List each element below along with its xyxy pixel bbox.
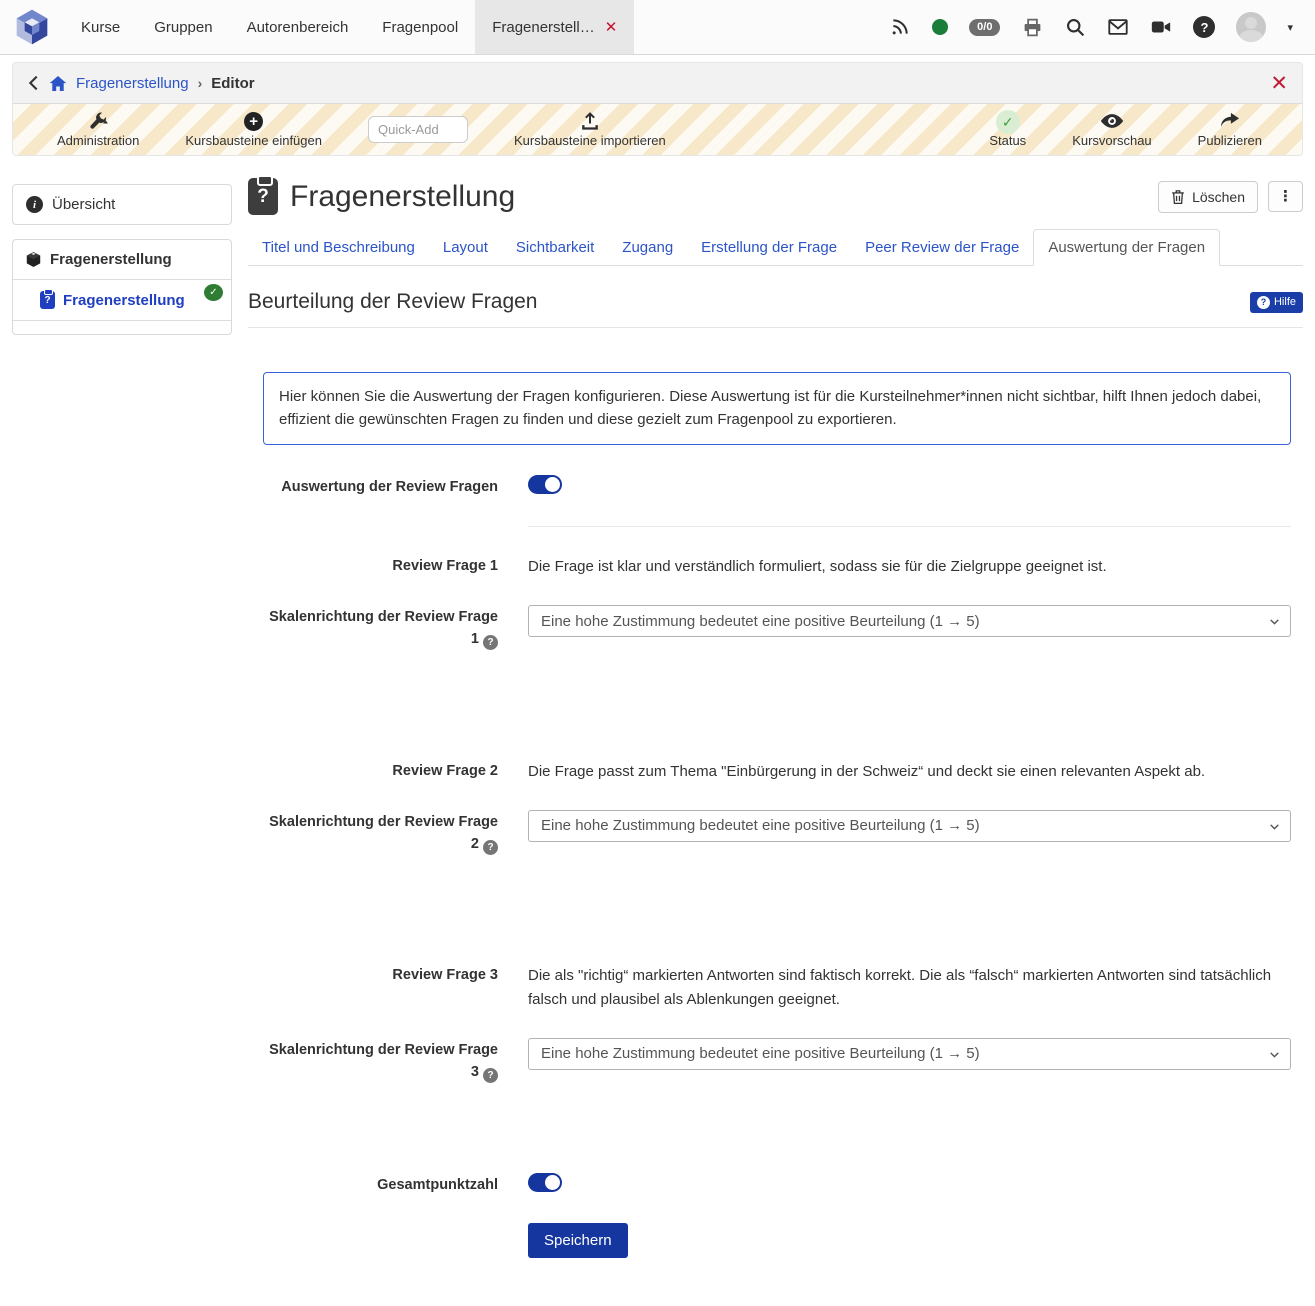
administration-label: Administration: [57, 132, 140, 148]
import-course-element-label: Kursbausteine importieren: [513, 132, 666, 148]
tab-sichtbarkeit[interactable]: Sichtbarkeit: [515, 239, 595, 256]
divider: [528, 526, 1291, 527]
editor-toolbar: [12, 104, 1303, 156]
scale-direction-2-label: Skalenrichtung der Review Frage 2 ?: [269, 813, 498, 853]
help-badge[interactable]: [1250, 292, 1303, 313]
delete-button-label: Löschen: [1192, 188, 1245, 205]
chevron-down-icon: [1268, 615, 1281, 628]
scale-help-icon[interactable]: ?: [483, 840, 498, 855]
nav-item-autorenbereich[interactable]: Autorenbereich: [246, 18, 349, 36]
nav-item-gruppen[interactable]: Gruppen: [154, 18, 213, 36]
help-badge-label: Hilfe: [1273, 296, 1296, 308]
scale-direction-2-select[interactable]: [528, 810, 1291, 842]
section-title: Beurteilung der Review Fragen: [248, 290, 538, 313]
course-preview-button[interactable]: [1072, 111, 1151, 148]
more-actions-button[interactable]: ⋮: [1268, 181, 1303, 212]
home-icon[interactable]: [49, 75, 67, 92]
course-element-icon: ?: [248, 178, 278, 215]
trash-icon: [1171, 189, 1185, 205]
insert-course-element-button[interactable]: [185, 111, 322, 148]
cube-logo-icon: [12, 5, 52, 49]
course-preview-label: Kursvorschau: [1072, 132, 1152, 148]
sidebar-item-overview[interactable]: [13, 185, 231, 224]
published-check-badge: ✓: [203, 283, 224, 302]
rss-icon[interactable]: [889, 16, 911, 38]
breadcrumb-separator: ›: [197, 75, 203, 91]
scale-help-icon[interactable]: ?: [483, 1068, 498, 1083]
save-button[interactable]: Speichern: [528, 1223, 628, 1258]
status-label: Status: [989, 133, 1027, 149]
tab-auswertung-der-fragen[interactable]: Auswertung der Fragen: [1033, 229, 1220, 266]
print-icon[interactable]: [1021, 16, 1043, 38]
user-avatar[interactable]: [1236, 12, 1266, 42]
mail-icon[interactable]: [1107, 16, 1129, 38]
back-chevron-icon[interactable]: [27, 75, 40, 91]
online-status-icon: [932, 19, 948, 35]
overview-label: Übersicht: [52, 196, 116, 213]
review-question-3-text: Die als "richtig“ markierten Antworten sind faktisch korrekt. Die als “falsch“ markierten Antworten sind tatsächlich falsch und plausibel als Ablenkungen geeignet.: [528, 967, 1272, 1008]
scale-direction-3-select[interactable]: [528, 1038, 1291, 1070]
chat-counter-badge[interactable]: 0/0: [969, 19, 1000, 36]
tree-child-label: Fragenerstellung: [63, 291, 185, 309]
editor-main: [248, 178, 1303, 1306]
import-course-element-button[interactable]: [514, 111, 666, 148]
tab-titel-und-beschreibung[interactable]: Titel und Beschreibung: [262, 239, 415, 256]
nav-item-fragenpool[interactable]: Fragenpool: [382, 18, 459, 36]
top-navbar: [0, 0, 1315, 55]
review-question-1-label: Review Frage 1: [392, 557, 498, 574]
review-question-2-label: Review Frage 2: [392, 762, 498, 779]
app-logo[interactable]: [0, 0, 64, 54]
upload-icon: [580, 111, 600, 132]
publish-arrow-icon: [1219, 111, 1241, 132]
info-icon: i: [26, 196, 43, 213]
nav-tab-label: Fragenerstell…: [492, 18, 595, 36]
tree-footer: [13, 321, 231, 334]
total-points-toggle[interactable]: [528, 1173, 562, 1192]
status-check-icon: ✓: [996, 110, 1020, 134]
wrench-icon: [87, 111, 109, 132]
scale-direction-2-value: Eine hohe Zustimmung bedeutet eine positive Beurteilung (1 → 5): [541, 817, 980, 835]
tree-root-fragenerstellung[interactable]: [13, 240, 231, 280]
nav-tab-fragenerstellung[interactable]: [475, 0, 634, 54]
tab-erstellung-der-frage[interactable]: Erstellung der Frage: [701, 239, 838, 256]
scale-direction-1-value: Eine hohe Zustimmung bedeutet eine positive Beurteilung (1 → 5): [541, 612, 980, 630]
delete-button[interactable]: [1158, 181, 1258, 213]
page-title: Fragenerstellung: [290, 179, 516, 213]
tree-child-fragenerstellung[interactable]: [13, 280, 231, 321]
course-editor-header: [12, 62, 1303, 156]
plus-circle-icon: +: [244, 112, 263, 131]
total-points-label: Gesamtpunktzahl: [377, 1177, 498, 1194]
eye-icon: [1100, 111, 1124, 132]
scale-direction-1-select[interactable]: [528, 605, 1291, 637]
user-menu-caret-icon[interactable]: ▾: [1287, 21, 1293, 34]
tab-close-icon[interactable]: ✕: [604, 19, 618, 36]
scale-direction-3-label: Skalenrichtung der Review Frage 3 ?: [269, 1041, 498, 1081]
chevron-down-icon: [1268, 1048, 1281, 1061]
clipboard-question-icon: ?: [40, 291, 55, 309]
breadcrumb-link-fragenerstellung[interactable]: Fragenerstellung: [76, 74, 189, 92]
config-tabs: [248, 229, 1303, 266]
breadcrumb: [12, 62, 1303, 104]
quick-add-input[interactable]: [368, 116, 468, 143]
review-evaluation-toggle[interactable]: [528, 475, 562, 494]
review-evaluation-toggle-label: Auswertung der Review Fragen: [281, 479, 498, 495]
cube-icon: [25, 251, 42, 268]
chevron-down-icon: [1268, 820, 1281, 833]
navbar-icons: [889, 0, 1315, 54]
info-box: Hier können Sie die Auswertung der Fragen konfigurieren. Diese Auswertung ist für die Kursteilnehmer*innen nicht sichtbar, hilft Ihnen jedoch dabei, effizient die gewünschten Fragen zu finden und diese gezielt zum Fragenpool zu exportieren.: [263, 372, 1291, 445]
video-call-icon[interactable]: [1150, 16, 1172, 38]
nav-item-kurse[interactable]: Kurse: [81, 18, 121, 36]
scale-direction-3-value: Eine hohe Zustimmung bedeutet eine positive Beurteilung (1 → 5): [541, 1045, 980, 1063]
editor-sidebar: [12, 184, 232, 335]
review-question-2-text: Die Frage passt zum Thema "Einbürgerung in der Schweiz“ und deckt sie einen relevanten Aspekt ab.: [528, 762, 1206, 780]
tab-zugang[interactable]: Zugang: [622, 239, 674, 256]
tree-root-label: Fragenerstellung: [50, 251, 172, 268]
administration-button[interactable]: [57, 111, 139, 148]
help-badge-icon: ?: [1257, 296, 1270, 309]
publish-label: Publizieren: [1197, 132, 1262, 148]
search-icon[interactable]: [1064, 16, 1086, 38]
main-nav: [64, 0, 634, 54]
status-button[interactable]: [989, 110, 1026, 148]
evaluation-form: [248, 475, 1303, 1258]
close-editor-icon[interactable]: ✕: [1270, 71, 1288, 95]
insert-course-element-label: Kursbausteine einfügen: [185, 132, 322, 148]
scale-help-icon[interactable]: ?: [483, 635, 498, 650]
tab-layout[interactable]: Layout: [442, 239, 488, 256]
scale-direction-1-label: Skalenrichtung der Review Frage 1 ?: [269, 609, 498, 648]
help-icon[interactable]: ?: [1193, 16, 1215, 38]
review-question-3-label: Review Frage 3: [392, 967, 498, 984]
breadcrumb-current: Editor: [211, 74, 255, 92]
publish-button[interactable]: [1198, 111, 1262, 148]
tab-peer-review-der-frage[interactable]: Peer Review der Frage: [865, 239, 1020, 256]
review-question-1-text: Die Frage ist klar und verständlich formuliert, sodass sie für die Zielgruppe geeignet ist.: [528, 557, 1107, 575]
